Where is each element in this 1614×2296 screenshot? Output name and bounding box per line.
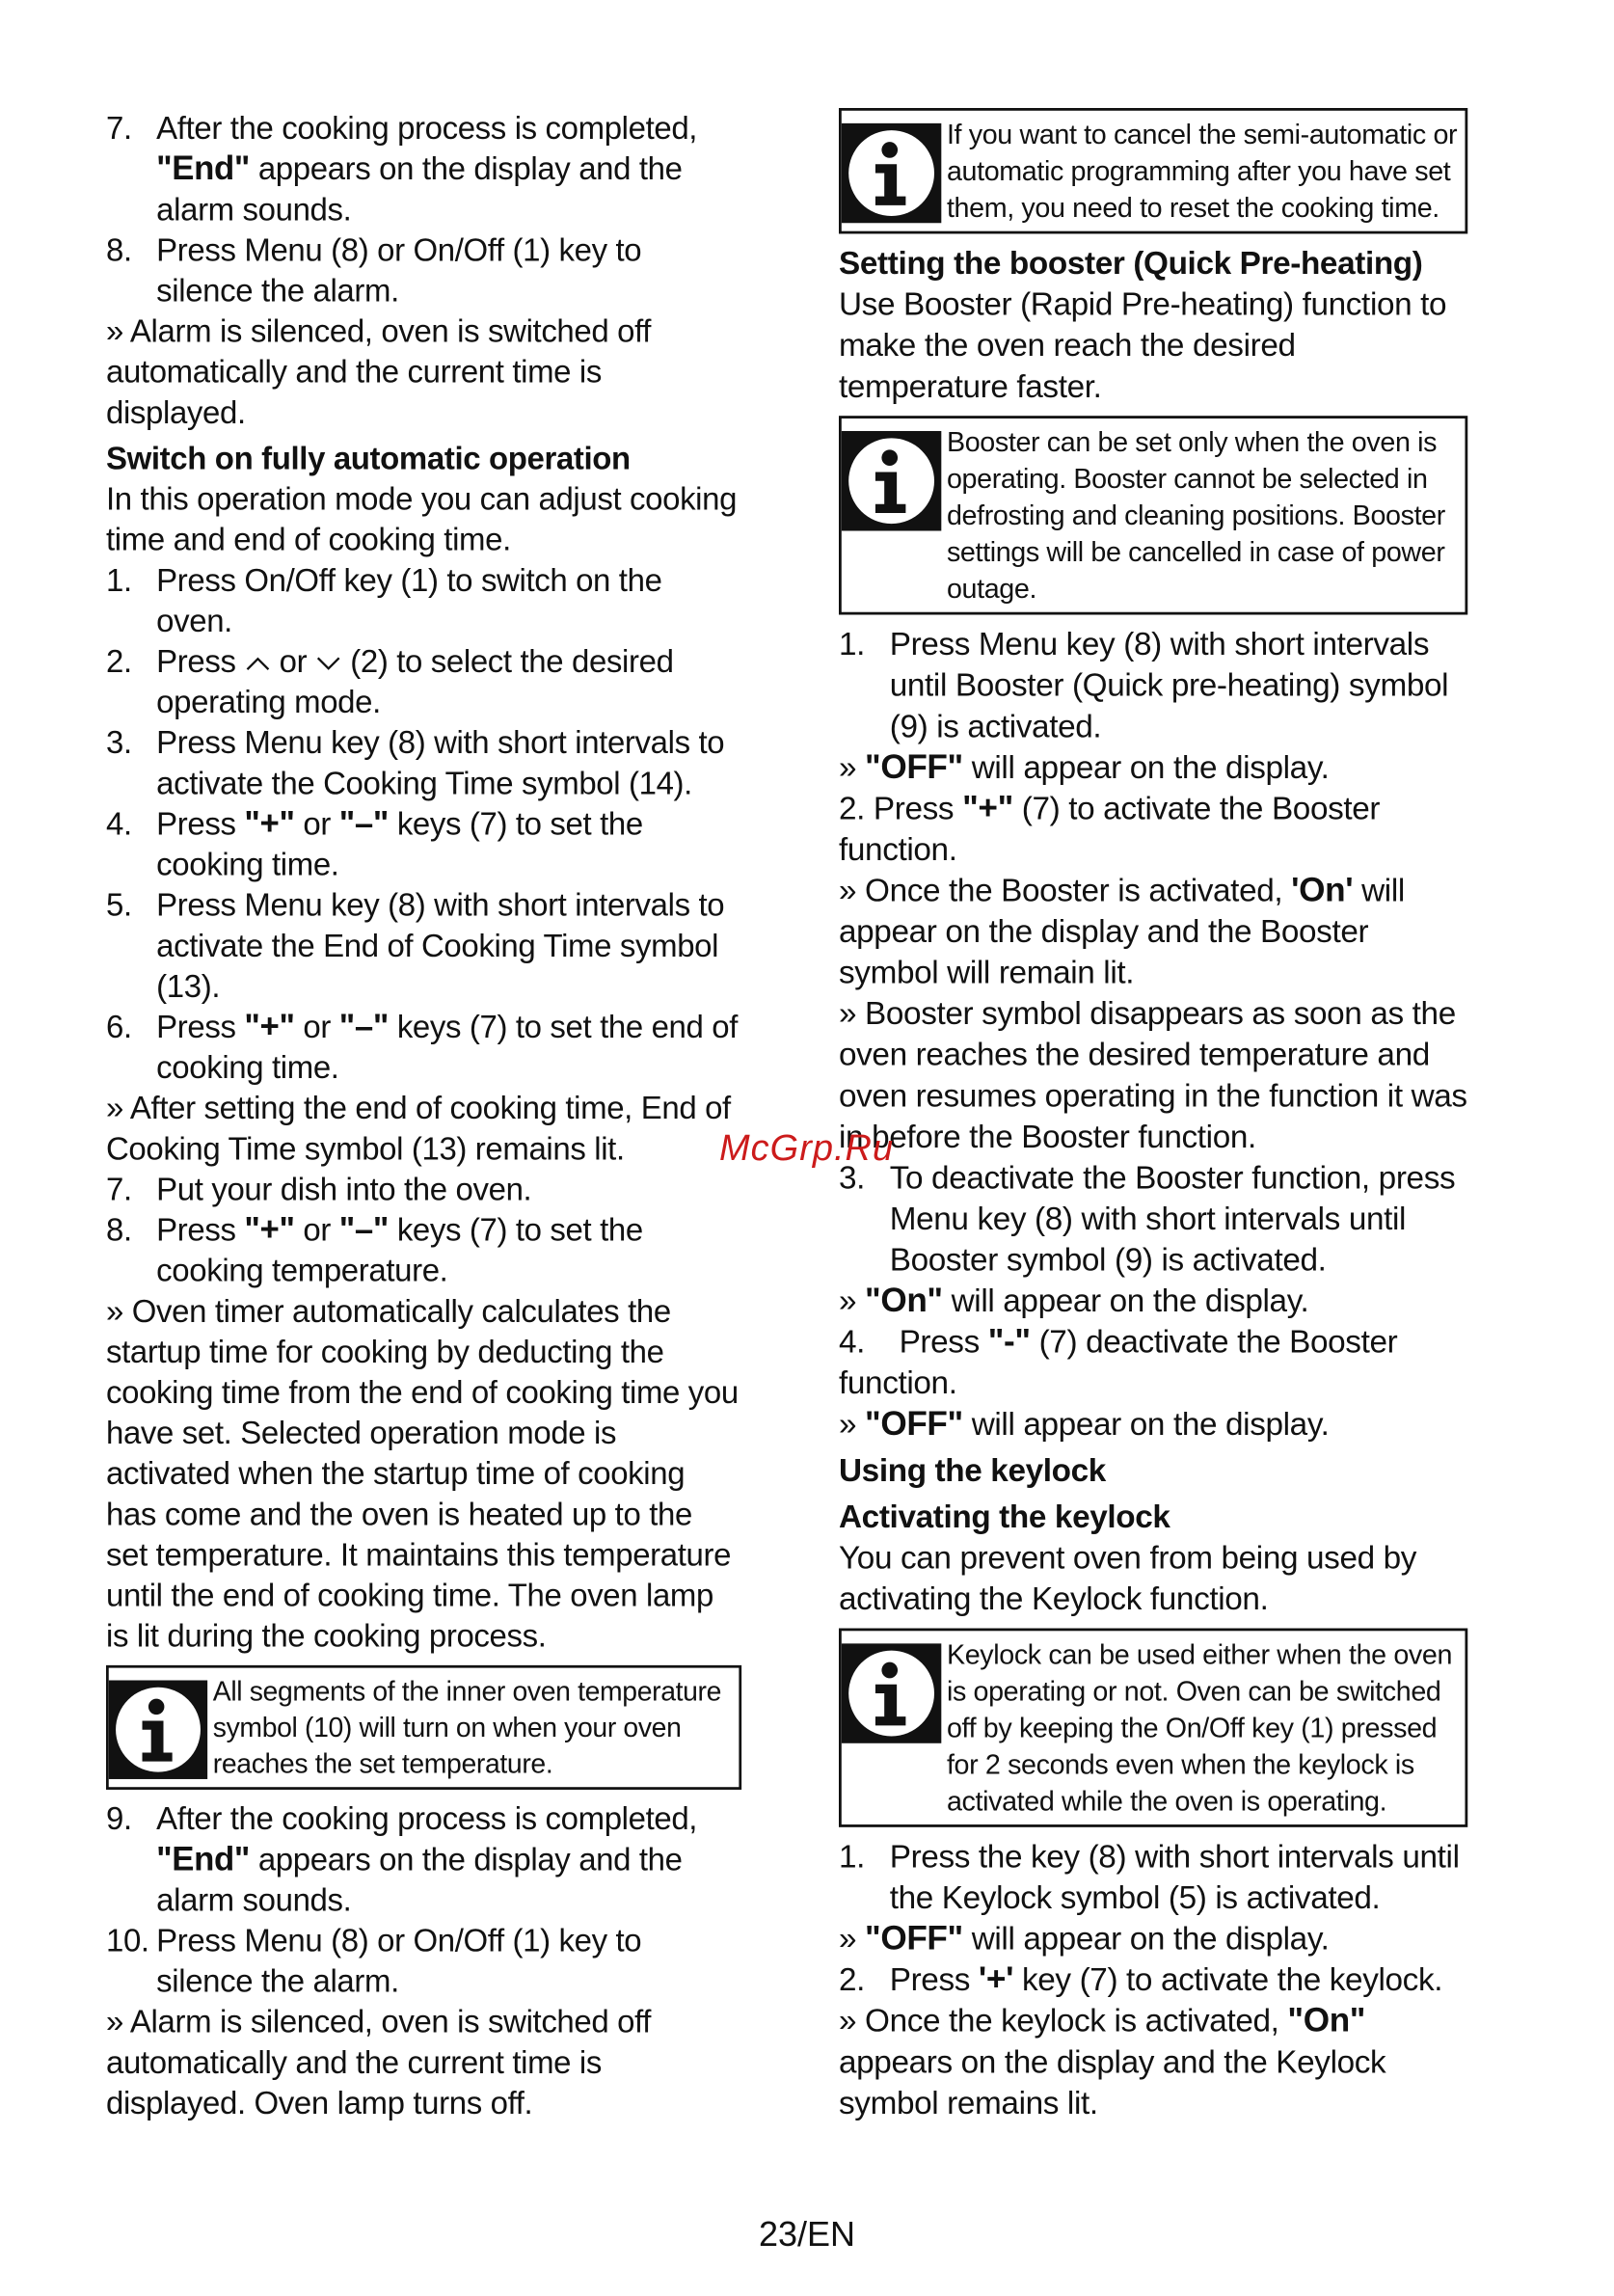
step-3: 3. Press Menu key (8) with short intervals to activate the Cooking Time symbol (14). <box>106 723 725 801</box>
section-heading: Using the keylock <box>839 1451 1106 1489</box>
step-2: 2. Press or (2) to select the desired operating mode. <box>106 642 674 720</box>
paragraph: In this operation mode you can adjust cooking time and end of cooking time. <box>106 480 738 557</box>
keylock-step-1: 1. Press the key (8) with short intervals until the Keylock symbol (5) is activated. <box>839 1837 1460 1916</box>
step-4: 4. Press "+" or "–" keys (7) to set the cooking time. <box>106 805 643 882</box>
booster-step-4: 4. Press "-" (7) deactivate the Booster function. <box>839 1323 1398 1401</box>
info-box <box>839 1629 1467 1827</box>
right-column <box>839 108 1467 2123</box>
result-text: » Once the Booster is activated, 'On' will appear on the display and the Booster symbol will remain lit. <box>839 871 1405 991</box>
result-text: » Oven timer automatically calculates the startup time for cooking by deducting the cooking time from the end of cooking time you have set. Selected operation mode is activated when the startup time of cooking has come and the oven is heated up to the set temperature. It maintains this temperature until the end of cooking time. The oven lamp is lit during the cooking process. <box>106 1292 739 1654</box>
result-text: » "On" will appear on the display. <box>839 1282 1309 1320</box>
info-box <box>106 1665 741 1790</box>
left-column <box>106 108 741 2123</box>
info-text: Booster can be set only when the oven is operating. Booster cannot be selected in defrosting and cleaning positions. Booster settings will be cancelled in case of power outage. <box>946 426 1445 605</box>
booster-step-1: 1. Press Menu key (8) with short intervals until Booster (Quick pre-heating) symbol (9) is activated. <box>839 625 1449 744</box>
watermark: McGrp.Ru <box>719 1128 895 1169</box>
step-9: 9. After the cooking process is completed, "End" appears on the display and the alarm sounds. <box>106 1799 698 1918</box>
section-subheading: Activating the keylock <box>839 1498 1170 1535</box>
step-8: 8. Press "+" or "–" keys (7) to set the cooking temperature. <box>106 1211 643 1288</box>
result-text: » "OFF" will appear on the display. <box>839 748 1330 787</box>
info-icon <box>842 123 942 224</box>
info-text: Keylock can be used either when the oven is operating or not. Oven can be switched off by keeping the On/Off key (1) pressed for 2 seconds even when the keylock is activated while the oven is operating. <box>946 1638 1453 1817</box>
result-text: » "OFF" will appear on the display. <box>839 1405 1330 1444</box>
step-8-intro: 8. Press Menu (8) or On/Off (1) key to silence the alarm. <box>106 231 642 309</box>
paragraph: Use Booster (Rapid Pre-heating) function to make the oven reach the desired temperature faster. <box>839 285 1447 405</box>
step-7-intro: 7. After the cooking process is completed, "End" appears on the display and the alarm sounds. <box>106 109 698 228</box>
step-6: 6. Press "+" or "–" keys (7) to set the end of cooking time. <box>106 1008 739 1086</box>
info-text: All segments of the inner oven temperature symbol (10) will turn on when your oven reaches the set temperature. <box>212 1675 722 1779</box>
booster-step-2: 2. Press "+" (7) to activate the Booster function. <box>839 789 1381 868</box>
chevron-up-icon <box>244 654 270 673</box>
section-heading: Setting the booster (Quick Pre-heating) <box>839 244 1423 282</box>
keylock-step-2: 2. Press '+' key (7) to activate the keylock. <box>839 1960 1443 1999</box>
info-text: If you want to cancel the semi-automatic or automatic programming after you have set them, you need to reset the cooking time. <box>946 119 1458 224</box>
step-10: 10. Press Menu (8) or On/Off (1) key to silence the alarm. <box>106 1922 642 1999</box>
result-text: » Alarm is silenced, oven is switched off automatically and the current time is displayed. Oven lamp turns off. <box>106 2003 652 2121</box>
paragraph: You can prevent oven from being used by activating the Keylock function. <box>839 1539 1417 1617</box>
result-text: » After setting the end of cooking time, End of Cooking Time symbol (13) remains lit. <box>106 1089 731 1167</box>
info-box <box>839 416 1467 614</box>
result-text: » Once the keylock is activated, "On" appears on the display and the Keylock symbol remains lit. <box>839 2002 1386 2121</box>
result-text: » "OFF" will appear on the display. <box>839 1920 1330 1958</box>
result-text: » Alarm is silenced, oven is switched off automatically and the current time is displayed. <box>106 312 652 431</box>
page-number: 23/EN <box>758 2214 856 2254</box>
chevron-down-icon <box>315 654 341 673</box>
result-text: » Booster symbol disappears as soon as the oven reaches the desired temperature and oven resumes operating in the function it was in before the Booster function. <box>839 994 1467 1155</box>
info-icon <box>842 1643 942 1743</box>
info-icon <box>842 431 942 531</box>
info-icon <box>109 1680 208 1779</box>
section-heading: Switch on fully automatic operation <box>106 440 631 476</box>
step-7: 7. Put your dish into the oven. <box>106 1171 532 1207</box>
info-box <box>839 108 1467 233</box>
step-5: 5. Press Menu key (8) with short intervals to activate the End of Cooking Time symbol (13). <box>106 886 725 1005</box>
step-1: 1. Press On/Off key (1) to switch on the oven. <box>106 561 662 639</box>
booster-step-3: 3. To deactivate the Booster function, press Menu key (8) with short intervals until Booster symbol (9) is activated. <box>839 1158 1456 1278</box>
